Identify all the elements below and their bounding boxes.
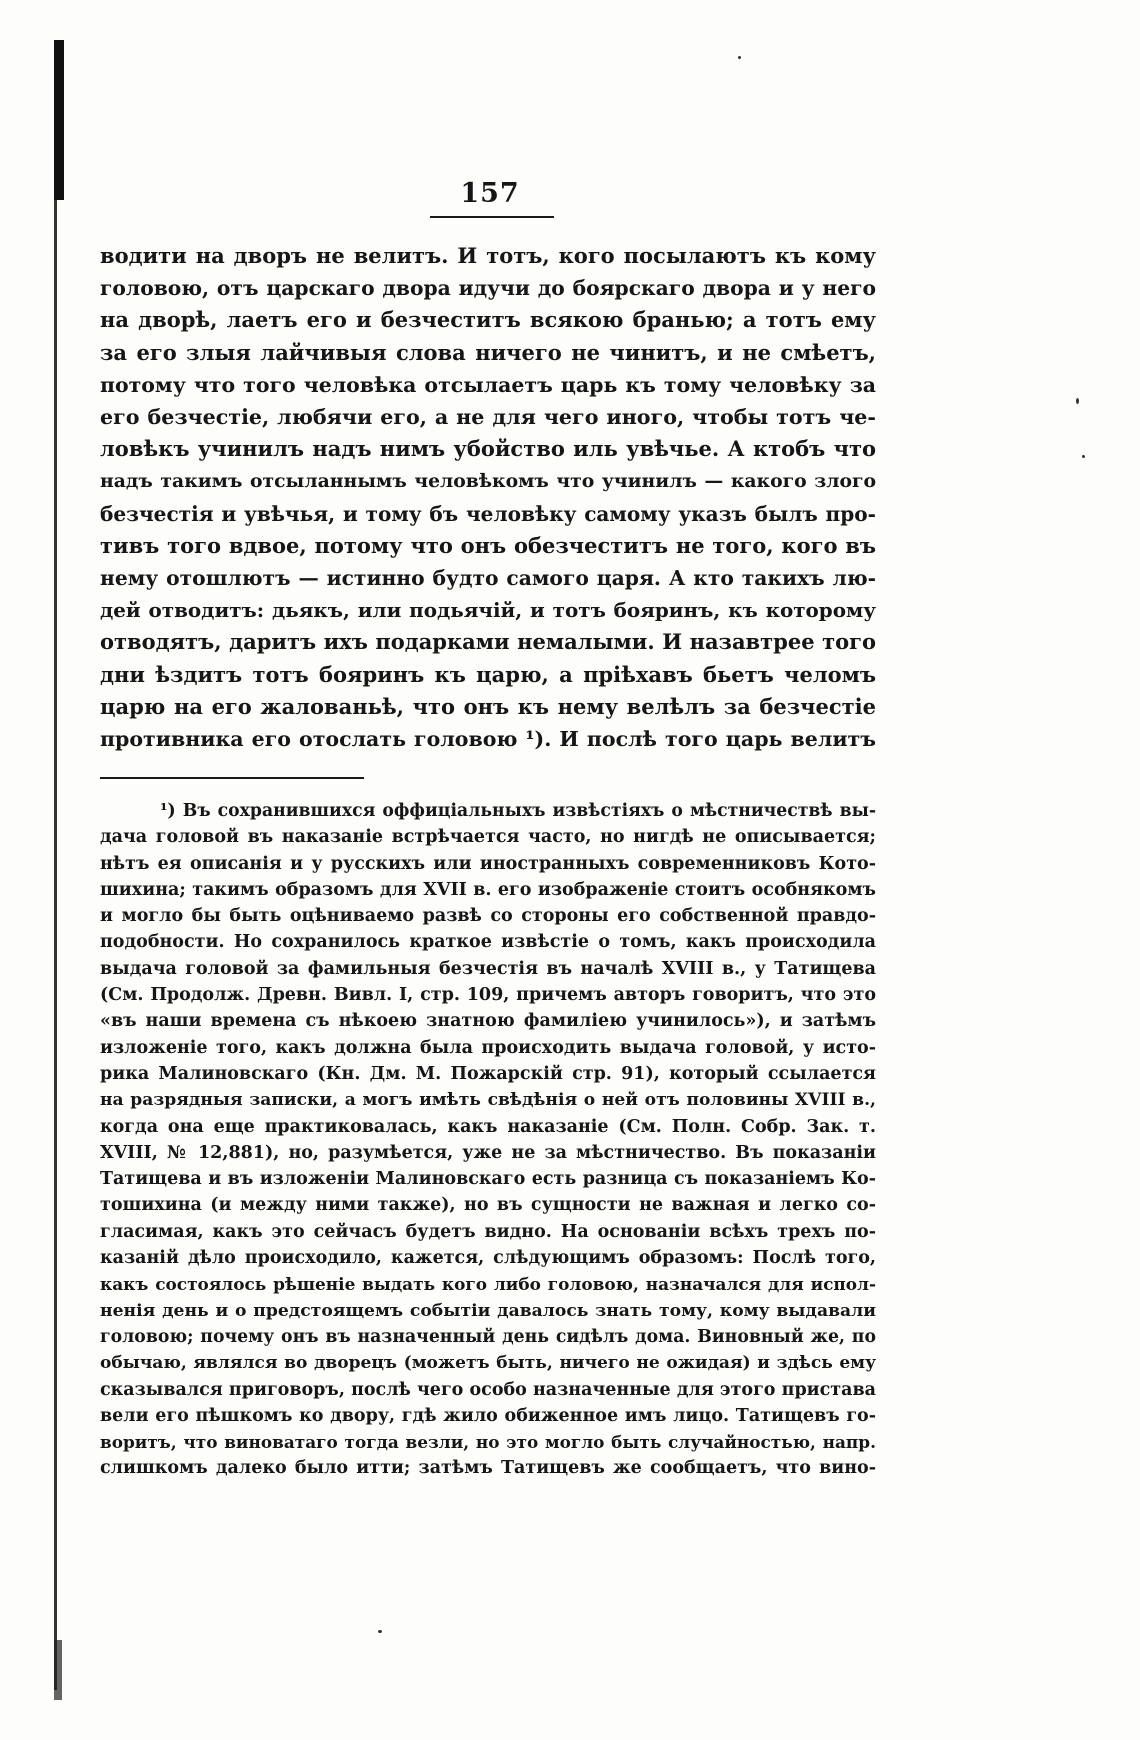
text-line: надъ такимъ отсыланнымъ человѣкомъ что учинилъ — какого злого	[100, 470, 876, 493]
footnote-line: гласимая, какъ это сейчасъ будетъ видно. На основаніи всѣхъ трехъ по-	[100, 1221, 876, 1242]
text-line: головою, отъ царскаго двора идучи до боярскаго двора и у него	[100, 276, 876, 301]
footnote-line: тошихина (и между ними также), но въ сущности не важная и легко со-	[100, 1195, 876, 1216]
scan-speck	[1076, 398, 1079, 404]
footnote-line: воритъ, что виноватаго тогда везли, но это могло быть случайностью, напр.	[100, 1432, 876, 1453]
text-line: тивъ того вдвое, потому что онъ обезчеститъ не того, кого въ	[100, 532, 876, 558]
text-line: ловѣкъ учинилъ надъ нимъ убойство иль увѣчье. А ктобъ что	[100, 436, 876, 462]
text-line: нему отошлютъ — истинно будто самого царя. А кто такихъ лю-	[100, 566, 876, 591]
footnote-line: «въ наши времена съ нѣкоею знатною фамиліею учинилось»), и затѣмъ	[100, 1011, 876, 1032]
text-line: водити на дворъ не велитъ. И тотъ, кого посылаютъ къ кому	[100, 243, 876, 268]
text-line: за его злыя лайчивыя слова ничего не чинитъ, и не смѣетъ,	[100, 339, 876, 365]
binding-edge-top-mark	[54, 40, 64, 200]
footnote-line: вели его пѣшкомъ ко двору, гдѣ жило обиженное имъ лицо. Татищевъ го-	[100, 1405, 876, 1426]
footnote-line: XVIII, № 12,881), но, разумѣется, уже не за мѣстничество. Въ показаніи	[100, 1142, 876, 1163]
text-line: противника его отослать головою ¹). И послѣ того царь велитъ	[100, 727, 876, 752]
footnote-line: казаній дѣло происходило, кажется, слѣдующимъ образомъ: Послѣ того,	[100, 1248, 876, 1269]
scan-speck	[738, 56, 741, 59]
text-line: безчестія и увѣчья, и тому бъ человѣку самому указъ былъ про-	[100, 501, 876, 526]
footnote-line: рика Малиновскаго (Кн. Дм. М. Пожарскій стр. 91), который ссылается	[100, 1063, 876, 1084]
scan-speck	[1082, 455, 1085, 458]
scan-speck	[378, 1630, 382, 1633]
footnote-line: нѣтъ ея описанія и у русскихъ или иностранныхъ современниковъ Кото-	[100, 853, 876, 874]
page-number: 157	[460, 178, 520, 209]
footnote-text	[100, 798, 876, 1482]
text-line: отводятъ, даритъ ихъ подарками немалыми. И назавтрее того	[100, 629, 876, 655]
binding-edge-bottom-mark	[54, 1640, 62, 1700]
footnote-line: выдача головой за фамильныя безчестія въ началѣ XVIII в., у Татищева	[100, 958, 876, 979]
footnote-line: (См. Продолж. Древн. Вивл. I, стр. 109, причемъ авторъ говоритъ, что это	[100, 985, 876, 1006]
footnote-line: шихина; такимъ образомъ для XVII в. его изображеніе стоитъ особнякомъ	[100, 879, 876, 900]
footnote-line: Татищева и въ изложеніи Малиновскаго есть разница съ показаніемъ Ко-	[100, 1169, 876, 1190]
footnote-line: ненія день и о предстоящемъ событіи давалось знать тому, кому выдавали	[100, 1300, 876, 1321]
page-number-underline	[430, 216, 554, 218]
footnote-line: дача головой въ наказаніе встрѣчается часто, но нигдѣ не описывается;	[100, 827, 876, 848]
footnote-line: подобности. Но сохранилось краткое извѣстіе о томъ, какъ происходила	[100, 932, 876, 953]
text-line: дей отводитъ: дьякъ, или подьячій, и тотъ бояринъ, къ которому	[100, 598, 876, 623]
text-line: на дворѣ, лаетъ его и безчеститъ всякою бранью; а тотъ ему	[100, 307, 876, 333]
text-line: царю на его жалованьѣ, что онъ къ нему велѣлъ за безчестіе	[100, 693, 876, 719]
footnote-line: головою; почему онъ въ назначенный день сидѣлъ дома. Виновный же, по	[100, 1326, 876, 1347]
footnote-line: ¹) Въ сохранившихся оффиціальныхъ извѣстіяхъ о мѣстничествѣ вы-	[160, 801, 876, 821]
main-body-text	[100, 240, 876, 755]
text-line: потому что того человѣка отсылаетъ царь къ тому человѣку за	[100, 372, 876, 397]
footnote-separator	[100, 777, 364, 779]
footnote-line: слишкомъ далеко было итти; затѣмъ Татищевъ же сообщаетъ, что вино-	[100, 1458, 876, 1479]
footnote-line: какъ состоялось рѣшеніе выдать кого либо головою, назначался для испол-	[100, 1274, 876, 1295]
footnote-line: и могло бы быть оцѣниваемо развѣ со стороны его собственной правдо-	[100, 906, 876, 927]
footnote-line: сказывался приговоръ, послѣ чего особо назначенные для этого пристава	[100, 1379, 876, 1400]
binding-edge-shadow	[54, 40, 60, 1690]
text-line: дни ѣздитъ тотъ бояринъ къ царю, а пріѣхавъ бьетъ челомъ	[100, 661, 876, 687]
footnote-line: обычаю, являлся во дворецъ (можетъ быть, ничего не ожидая) и здѣсь ему	[100, 1353, 876, 1374]
text-line: его безчестіе, любячи его, а не для чего иного, чтобы тотъ че-	[100, 405, 876, 430]
footnote-line: когда она еще практиковалась, какъ наказаніе (См. Полн. Собр. Зак. т.	[100, 1116, 876, 1137]
footnote-line: на разрядныя записки, а могъ имѣть свѣдѣнія о ней отъ половины XVIII в.,	[100, 1090, 876, 1111]
footnote-line: изложеніе того, какъ должна была происходить выдача головой, у исто-	[100, 1037, 876, 1058]
